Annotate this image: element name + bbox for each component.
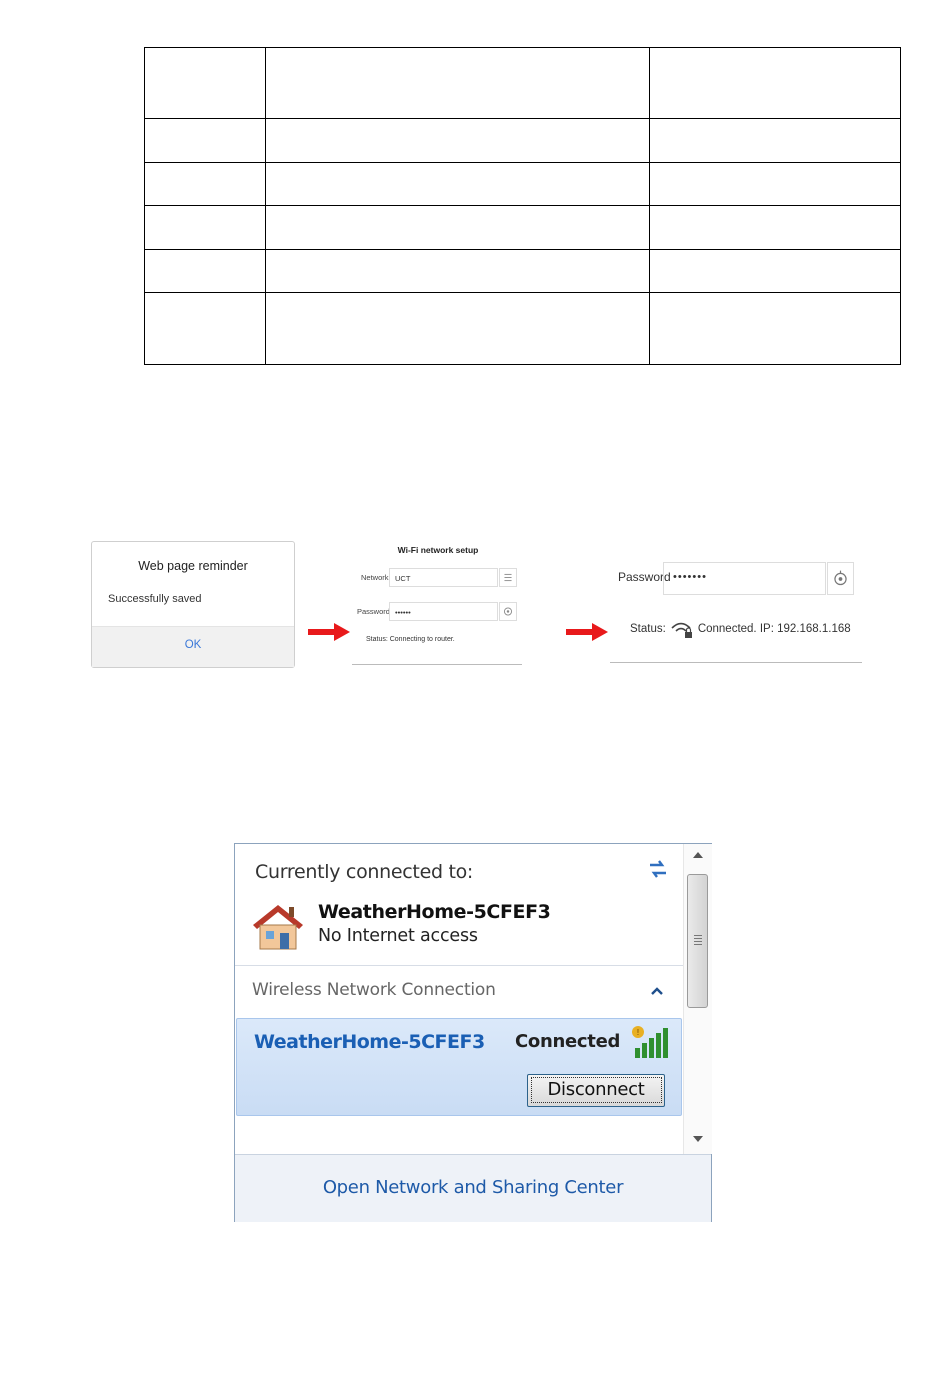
network-label: Network (361, 573, 389, 582)
dialog-footer (92, 626, 294, 667)
wifi-setup-connecting (352, 540, 522, 666)
table-row (145, 119, 901, 163)
table-row (145, 206, 901, 250)
network-flyout (234, 843, 712, 1222)
save-reminder-dialog (91, 541, 295, 668)
current-network-status: No Internet access (318, 926, 478, 946)
divider (352, 664, 522, 665)
connected-to-heading: Currently connected to: (255, 861, 474, 883)
arrow-right-icon (566, 623, 608, 641)
status-label: Status: (630, 623, 666, 635)
chevron-up-icon[interactable] (648, 982, 666, 1000)
network-item-name: WeatherHome-5CFEF3 (254, 1031, 485, 1053)
grip-icon (694, 935, 702, 946)
section-title: Wireless Network Connection (252, 980, 496, 1000)
current-network-name: WeatherHome-5CFEF3 (318, 901, 551, 923)
scrollbar-thumb[interactable] (687, 874, 708, 1008)
disconnect-label: Disconnect (531, 1077, 662, 1103)
password-label: Password (618, 570, 671, 584)
setup-title: Wi-Fi network setup (397, 545, 479, 555)
signal-strength-icon (629, 1024, 669, 1060)
table-row (145, 293, 901, 365)
table-row (145, 163, 901, 206)
wifi-setup-connected (610, 560, 862, 666)
arrow-right-icon (308, 623, 350, 641)
network-sharing-center-link[interactable]: Open Network and Sharing Center (322, 1177, 624, 1198)
wifi-icon (670, 619, 694, 639)
connection-status (630, 619, 851, 639)
scroll-up-icon[interactable] (693, 852, 703, 858)
show-password-icon[interactable] (827, 562, 854, 595)
table-row (145, 48, 901, 119)
password-field[interactable]: ••••••• (663, 562, 826, 595)
empty-table (144, 47, 901, 365)
network-field[interactable]: UCT (389, 568, 498, 587)
scrollbar[interactable] (683, 844, 712, 1154)
refresh-icon[interactable] (645, 856, 671, 882)
ok-button[interactable]: OK (184, 639, 202, 651)
network-item-state: Connected (515, 1031, 621, 1052)
dialog-title: Web page reminder (138, 559, 248, 573)
svg-text:!: ! (636, 1028, 640, 1037)
home-network-icon (249, 899, 307, 953)
status-value: Connected. IP: 192.168.1.168 (697, 623, 851, 635)
network-list-icon[interactable] (499, 568, 517, 587)
table-row (145, 250, 901, 293)
show-password-icon[interactable] (499, 602, 517, 621)
disconnect-button[interactable] (527, 1074, 665, 1107)
divider (610, 662, 862, 663)
dialog-message: Successfully saved (108, 593, 202, 605)
divider (235, 965, 683, 966)
connection-status: Status: Connecting to router. (366, 636, 455, 643)
scroll-down-icon[interactable] (693, 1136, 703, 1142)
network-list-item[interactable] (236, 1018, 682, 1116)
password-label: Password (357, 607, 390, 616)
flyout-footer (235, 1154, 711, 1222)
password-field[interactable]: •••••• (389, 602, 498, 621)
